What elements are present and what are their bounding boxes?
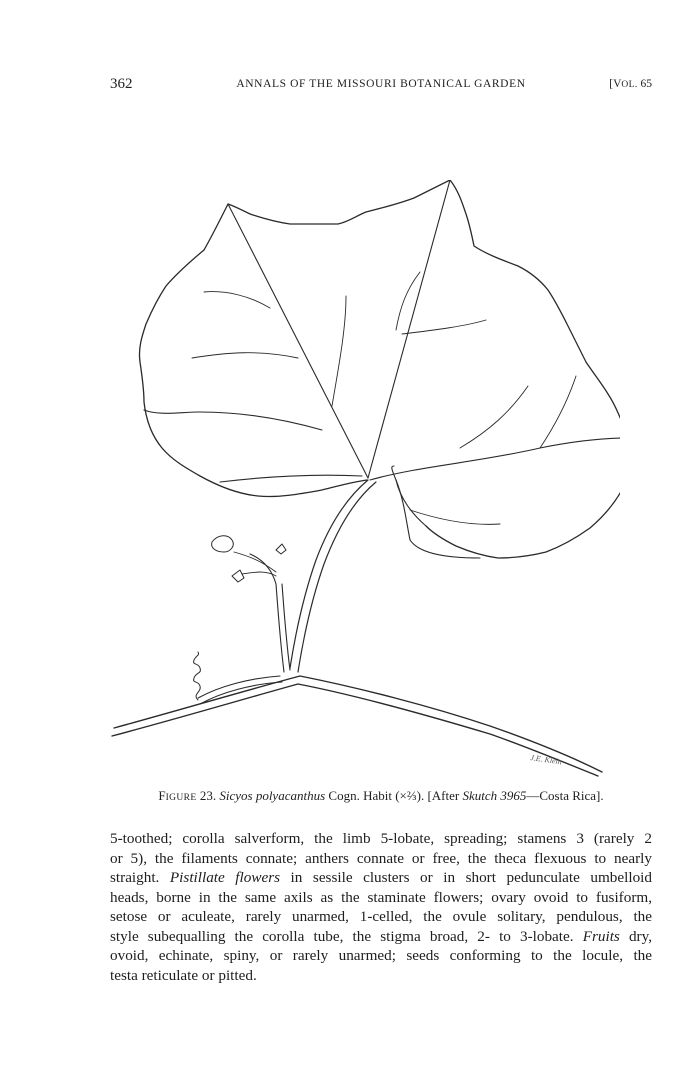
tendril-branch — [198, 676, 280, 698]
flower-cluster — [212, 536, 234, 552]
main-stem — [114, 676, 602, 772]
journal-title: ANNALS OF THE MISSOURI BOTANICAL GARDEN — [236, 78, 526, 90]
term-pistillate-flowers: Pistillate flowers — [169, 869, 281, 886]
secondary-vein — [410, 510, 500, 524]
body-line: testa reticulate or pitted. — [110, 966, 257, 984]
page-number: 362 — [110, 76, 133, 92]
petiole — [298, 482, 376, 672]
body-line: ovoid, echinate, spiny, or rarely unarmed; seeds conforming to the locule, the — [110, 947, 652, 964]
secondary-vein — [204, 292, 270, 308]
sicyos-leaf-drawing — [100, 180, 620, 780]
volume-open: [V — [609, 78, 622, 90]
caption-locality: —Costa Rica]. — [526, 788, 604, 803]
body-line-part: straight. — [110, 869, 170, 886]
body-line-part: style subequalling the corolla tube, the stigma broad, 2- to 3-lobate. — [110, 927, 583, 945]
volume-label — [609, 78, 652, 90]
caption-after: ). [After — [416, 788, 463, 803]
body-line — [110, 868, 652, 888]
volume-small: OL. — [621, 80, 638, 90]
running-header — [110, 76, 652, 96]
main-stem — [112, 684, 598, 776]
caption-authority: Cogn. Habit (× — [325, 788, 407, 803]
vein-lower-right — [396, 480, 480, 558]
flowering-shoot — [250, 554, 284, 672]
secondary-vein — [460, 386, 528, 448]
petiole — [290, 480, 368, 668]
midrib-left — [228, 204, 368, 478]
caption-label-first: F — [158, 788, 166, 803]
body-line: setose or aculeate, rarely unarmed, 1-celled, the ovule solitary, pendulous, the — [110, 908, 652, 925]
botanical-illustration — [100, 180, 620, 780]
caption-label-small: IGURE — [165, 793, 197, 803]
flower-stalk — [234, 552, 276, 576]
secondary-vein — [540, 376, 576, 448]
caption-label-number: 23. — [196, 788, 217, 803]
secondary-vein — [402, 320, 486, 334]
vein-left — [144, 410, 322, 430]
body-line: 5-toothed; corolla salverform, the limb 5-lobate, spreading; stamens 3 (rarely 2 — [110, 830, 652, 847]
body-paragraph — [110, 829, 652, 985]
vein-lower-left — [220, 475, 362, 482]
tendril-coil — [194, 652, 201, 700]
leaf-outline — [139, 180, 620, 558]
leaf-outline-inner — [392, 466, 426, 526]
volume-number: 65 — [637, 78, 652, 90]
flower-cluster — [232, 544, 286, 582]
body-line-part: dry, — [619, 927, 652, 945]
flowering-shoot — [282, 584, 290, 670]
body-line — [110, 927, 652, 947]
caption-collector: Skutch 3965 — [462, 788, 527, 803]
body-line-part: in sessile clusters or in short pedunculate umbelloid — [280, 869, 652, 886]
artist-signature: J.E. Klein — [529, 753, 563, 767]
body-line: or 5), the filaments connate; anthers connate or free, the theca flexuous to nearly — [110, 849, 652, 867]
term-fruits: Fruits — [582, 927, 620, 945]
vein-right — [370, 438, 620, 480]
caption-magnification: ⅔ — [406, 788, 417, 803]
caption-species: Sicyos polyacanthus — [219, 788, 326, 803]
figure-caption — [110, 788, 652, 804]
secondary-vein — [192, 353, 298, 358]
secondary-vein — [332, 296, 346, 406]
body-line: heads, borne in the same axils as the staminate flowers; ovary ovoid to fusiform, — [110, 888, 652, 906]
